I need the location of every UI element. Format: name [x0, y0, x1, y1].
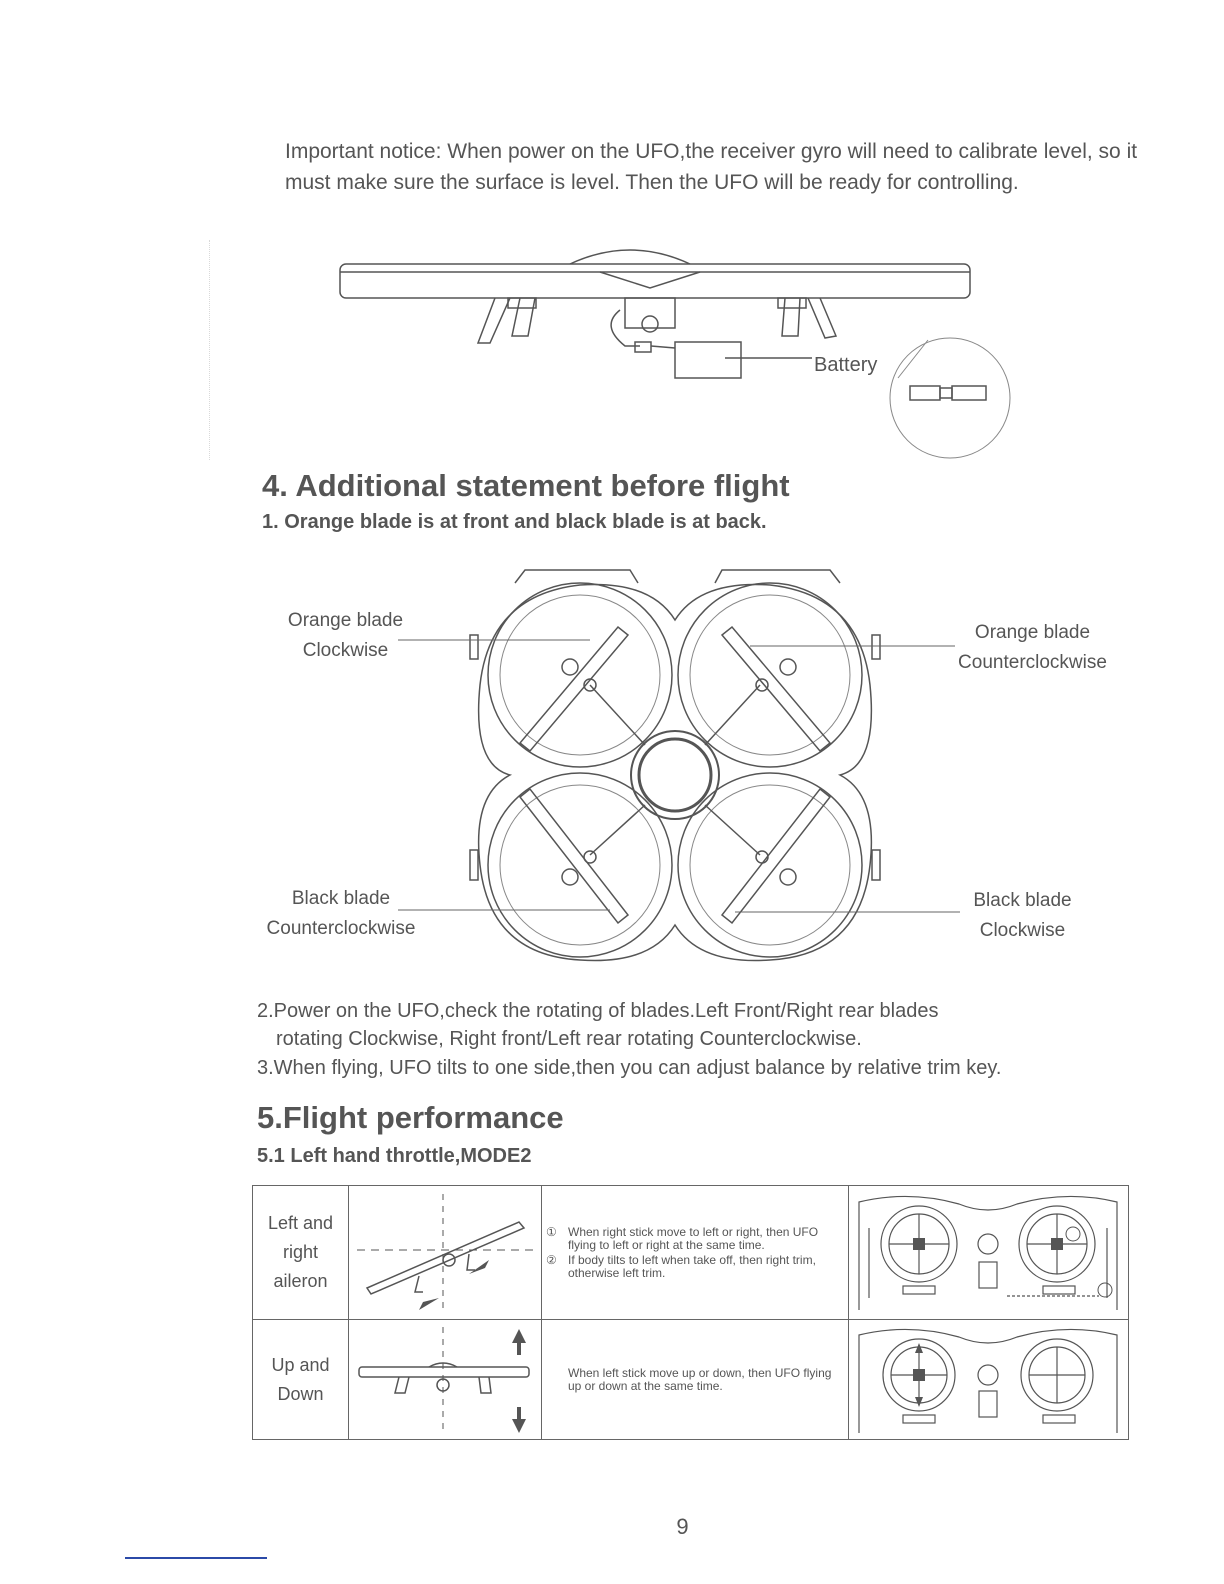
blade-label-front-right	[945, 618, 1120, 678]
blade-label-front-right-line1: Orange blade	[974, 622, 1091, 643]
row-label-line: aileron	[273, 1271, 328, 1291]
row-label-line: Up and	[271, 1354, 330, 1375]
list-item	[546, 1254, 844, 1280]
list-item	[568, 1367, 844, 1393]
section-5-1-title: 5.1 Left hand throttle,MODE2	[257, 1145, 532, 1167]
row-label-up-down	[253, 1320, 349, 1440]
table-row	[253, 1186, 1129, 1320]
page-number: 9	[676, 1514, 689, 1539]
corner-rule	[125, 1557, 267, 1559]
blade-label-front-right-line2: Counterclockwise	[958, 652, 1107, 673]
remote-controller-aileron-illustration	[849, 1186, 1129, 1320]
row-label-line: right	[282, 1242, 318, 1262]
important-notice: Important notice: When power on the UFO,the receiver gyro will need to calibrate level, so it must make sure the surface is level. Then the UFO will be ready for controlling.	[285, 140, 1138, 194]
list-item	[546, 1226, 844, 1252]
table-row	[253, 1320, 1129, 1440]
section-5-title: 5.Flight performance	[257, 1100, 564, 1135]
blade-label-rear-right-line1: Black blade	[973, 890, 1072, 911]
item-3: 3.When flying, UFO tilts to one side,then you can adjust balance by relative trim key.	[257, 1057, 1002, 1079]
blade-label-front-left-line2: Clockwise	[302, 640, 389, 661]
item-text: When left stick move up or down, then UFO flying up or down at the same time.	[568, 1365, 832, 1393]
row-label-line: Down	[277, 1383, 324, 1404]
remote-controller-up-down-illustration	[849, 1320, 1129, 1440]
item-number: ②	[546, 1252, 557, 1267]
blade-label-rear-left	[255, 884, 427, 944]
section-4-item-1: 1. Orange blade is at front and black blade is at back.	[262, 511, 767, 533]
aileron-drone-illustration	[349, 1186, 542, 1320]
aileron-description	[542, 1186, 849, 1320]
up-down-description	[542, 1320, 849, 1440]
item-2-line-1: 2.Power on the UFO,check the rotating of blades.Left Front/Right rear blades	[257, 1000, 939, 1022]
blade-label-front-left-line1: Orange blade	[287, 610, 404, 631]
item-2-line-2: rotating Clockwise, Right front/Left rear rotating Counterclockwise.	[276, 1028, 862, 1050]
blade-label-rear-left-line2: Counterclockwise	[266, 918, 416, 939]
battery-label: Battery	[814, 354, 878, 376]
flight-performance-table	[252, 1185, 1129, 1440]
up-down-drone-illustration	[349, 1320, 542, 1440]
blade-label-rear-left-line1: Black blade	[291, 888, 391, 909]
blade-label-rear-right	[955, 886, 1090, 946]
row-label-line: Left and	[267, 1213, 334, 1233]
item-number: ①	[546, 1224, 557, 1239]
row-label-aileron	[253, 1186, 349, 1320]
section-4-title: 4. Additional statement before flight	[262, 468, 790, 503]
blade-label-rear-right-line2: Clockwise	[979, 920, 1066, 941]
item-text: When right stick move to left or right, then UFO flying to left or right at the same time.	[568, 1224, 819, 1252]
item-text: If body tilts to left when take off, then right trim, otherwise left trim.	[568, 1252, 816, 1280]
blade-label-front-left	[278, 606, 413, 666]
